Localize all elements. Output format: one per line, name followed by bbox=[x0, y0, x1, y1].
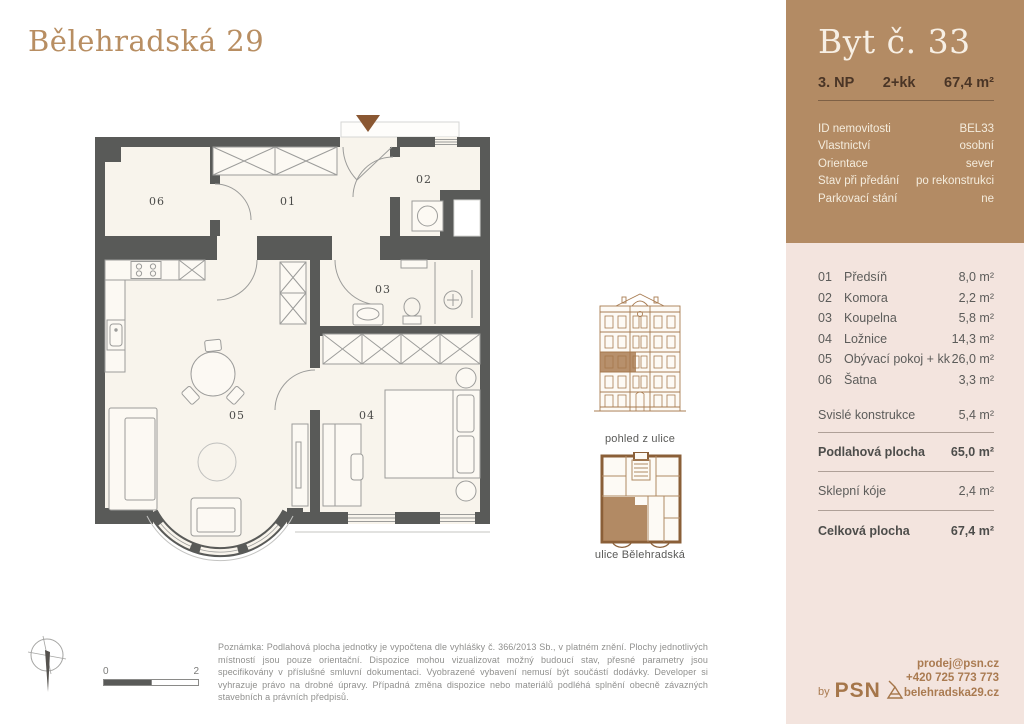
info-row-ownership bbox=[818, 138, 994, 155]
sum-value: 2,4 m² bbox=[958, 483, 994, 498]
total-area-row bbox=[818, 525, 994, 538]
room-num: 01 bbox=[818, 270, 832, 284]
floorplan bbox=[95, 112, 495, 577]
contact-email-link[interactable]: prodej@psn.cz bbox=[916, 657, 1000, 670]
room-row-03 bbox=[818, 312, 994, 325]
room-label-06: 06 bbox=[149, 195, 165, 208]
unit-area: 67,4 m² bbox=[944, 75, 994, 91]
psn-by-label: by bbox=[818, 686, 830, 698]
sidebar-footer bbox=[818, 657, 1000, 702]
project-logo: Bělehradská 29 bbox=[28, 24, 265, 58]
room-label-04: 04 bbox=[359, 409, 375, 422]
room-num: 06 bbox=[818, 372, 832, 387]
cellar-row bbox=[818, 485, 994, 498]
sidebar-header bbox=[786, 0, 1024, 243]
info-row-condition bbox=[818, 173, 994, 190]
info-row-orientation bbox=[818, 156, 994, 173]
unit-highlight bbox=[600, 352, 636, 372]
unit-floor: 3. NP bbox=[818, 75, 855, 91]
room-area: 14,3 m² bbox=[951, 331, 994, 346]
room-row-02 bbox=[818, 292, 994, 305]
sum-label: Podlahová plocha bbox=[818, 444, 925, 459]
contact-block bbox=[904, 657, 999, 701]
room-row-06 bbox=[818, 374, 994, 387]
room-label-05: 05 bbox=[229, 409, 245, 422]
room-area: 8,0 m² bbox=[958, 270, 994, 284]
room-label-03: 03 bbox=[375, 283, 391, 296]
room-num: 04 bbox=[818, 331, 832, 346]
siteplan-stairbump bbox=[634, 452, 648, 460]
legal-note: Poznámka: Podlahová plocha jednotky je vypočtena dle vyhlášky č. 366/2013 Sb., v platném znění. Plochy jednotlivých místností jsou pouze orientační. Dispozice mohou vizualizovat možný budoucí stav, přesné parametry jsou specifikovány v příslušné smluvní dokumentaci. Vyobrazené vybavení nemusí být součástí dodávky. Developer si vyhrazuje právo na drobné úpravy. Případná změna dispozice nebo materiálů podléhá splnění obecně závazných stavebních a právních předpisů. bbox=[218, 642, 708, 703]
unit-disposition: 2+kk bbox=[882, 75, 916, 91]
room-name: Komora bbox=[844, 290, 888, 305]
sum-value: 67,4 m² bbox=[950, 523, 994, 538]
divider bbox=[818, 510, 994, 511]
psn-logo-icon bbox=[886, 680, 904, 700]
street-elevation bbox=[592, 290, 688, 420]
room-row-01 bbox=[818, 271, 994, 284]
info-label: Orientace bbox=[818, 157, 868, 170]
unit-info-list bbox=[818, 121, 994, 208]
room-area: 26,0 m² bbox=[951, 352, 994, 367]
wardrobe-column bbox=[280, 262, 306, 324]
sum-label: Celková plocha bbox=[818, 523, 910, 538]
room-name: Předsíň bbox=[844, 270, 888, 284]
compass-icon bbox=[26, 634, 70, 696]
divider bbox=[818, 471, 994, 472]
info-value: BEL33 bbox=[959, 123, 994, 135]
room-num: 03 bbox=[818, 311, 832, 326]
info-value: po rekonstrukci bbox=[916, 175, 994, 188]
psn-logo bbox=[818, 680, 904, 700]
room-row-05 bbox=[818, 353, 994, 366]
unit-summary-row bbox=[818, 75, 994, 101]
room-label-01: 01 bbox=[280, 195, 296, 208]
info-label: Parkovací stání bbox=[818, 192, 898, 205]
info-label: Stav při předání bbox=[818, 175, 900, 188]
sum-value: 65,0 m² bbox=[950, 444, 994, 459]
contact-phone-link[interactable]: +420 725 773 773 bbox=[906, 672, 1000, 684]
sum-value: 5,4 m² bbox=[958, 407, 994, 422]
sum-label: Sklepní kóje bbox=[818, 483, 887, 498]
unit-title: Byt č. 33 bbox=[818, 22, 971, 61]
room-name: Obývací pokoj + kk bbox=[844, 352, 950, 367]
scale-start: 0 bbox=[103, 666, 109, 677]
info-row-parking bbox=[818, 191, 994, 208]
room-row-04 bbox=[818, 333, 994, 346]
stair-landing bbox=[341, 122, 459, 137]
contact-web-link[interactable]: belehradska29.cz bbox=[903, 686, 1000, 699]
info-value: sever bbox=[965, 157, 994, 170]
info-row-id bbox=[818, 121, 994, 138]
scale-bar bbox=[103, 666, 199, 686]
room-num: 05 bbox=[818, 352, 832, 367]
scale-bar-graphic bbox=[103, 679, 199, 686]
room-label-02: 02 bbox=[416, 173, 432, 186]
info-value: osobní bbox=[959, 140, 994, 153]
divider bbox=[818, 432, 994, 433]
room-name: Koupelna bbox=[844, 311, 897, 326]
scale-end: 2 bbox=[193, 666, 199, 677]
elevation-caption: pohled z ulice bbox=[604, 433, 676, 445]
room-area: 2,2 m² bbox=[958, 290, 994, 305]
info-value: ne bbox=[981, 192, 994, 205]
siteplan-caption: ulice Bělehradská bbox=[594, 549, 686, 561]
info-label: Vlastnictví bbox=[818, 140, 871, 153]
site-plan bbox=[592, 452, 688, 548]
room-num: 02 bbox=[818, 290, 832, 305]
washing-machine bbox=[412, 201, 443, 231]
info-label: ID nemovitosti bbox=[818, 123, 891, 135]
shaft-notch bbox=[454, 200, 480, 236]
sum-label: Svislé konstrukce bbox=[818, 407, 916, 422]
room-area: 5,8 m² bbox=[958, 311, 994, 326]
psn-brand: PSN bbox=[834, 679, 881, 702]
vertical-structures-row bbox=[818, 409, 994, 422]
room-name: Ložnice bbox=[844, 331, 888, 346]
unit-sidebar bbox=[786, 0, 1024, 724]
room-area: 3,3 m² bbox=[958, 372, 994, 387]
sidebar-rooms bbox=[786, 243, 1024, 724]
hallway-closets bbox=[213, 147, 337, 175]
room-name: Šatna bbox=[844, 372, 877, 387]
floor-area-row bbox=[818, 446, 994, 459]
